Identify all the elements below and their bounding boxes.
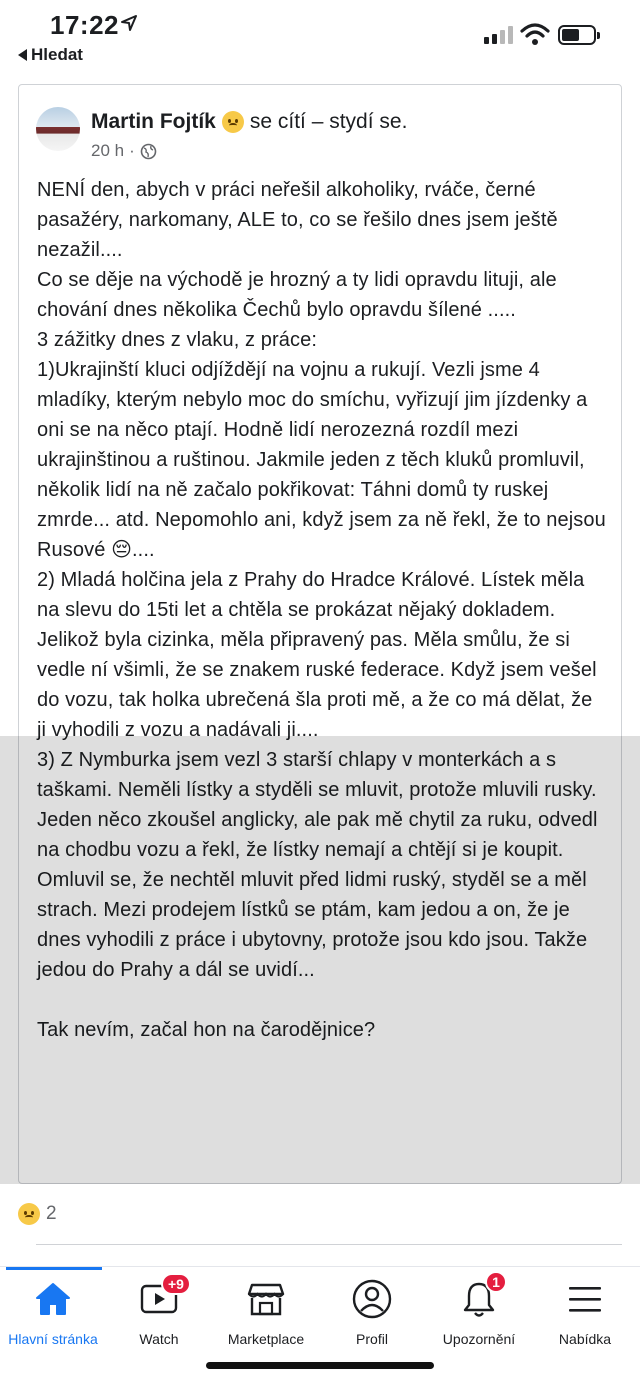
clock: 17:22 xyxy=(50,10,119,40)
back-label: Hledat xyxy=(31,45,83,64)
status-bar xyxy=(0,0,640,72)
tab-profile[interactable] xyxy=(317,1277,427,1357)
battery-icon xyxy=(558,25,596,45)
home-indicator[interactable] xyxy=(206,1362,434,1369)
avatar[interactable] xyxy=(36,107,80,151)
meta-separator: · xyxy=(129,141,135,160)
profile-icon xyxy=(352,1279,392,1319)
tab-marketplace-label: Marketplace xyxy=(227,1331,305,1347)
tab-menu-label: Nabídka xyxy=(558,1331,612,1347)
sad-reaction-icon xyxy=(18,1203,40,1225)
store-icon xyxy=(247,1281,285,1317)
feeling-text: se cítí – stydí se. xyxy=(249,110,408,133)
watch-badge: +9 xyxy=(161,1273,191,1295)
post-body-text: NENÍ den, abych v práci neřešil alkoholiky, rváče, černé pasažéry, narkomany, ALE to, co se řešilo dnes jsem ještě nezažil.... Co se děje na východě je hrozný a ty lidi opravdu lituji, ale chování dnes několika Čechů bylo opravdu šílené ..... 3 zážitky dnes z vlaku, z práce: 1)Ukrajinští kluci odjíždějí na vojnu a rukují. Vezli jsme 4 mladíky, kterým nebylo moc do smíchu, vyřizují jim jízdenky a oni se na něco ptají. Hodně lidí nerozezná rozdíl mezi ukrajinštinou a ruštinou. Jakmile jeden z těch kluků promluvil, několik lidí na ně začalo pokřikovat: Táhni domů ty ruskej zmrde... atd. Nepomohlo ani, když jsem za ně řekl, že to nejsou Rusové 😔.... 2) Mladá holčina jela z Prahy do Hradce Králové. Lístek měla na slevu do 15ti let a chtěla se prokázat nějaký dokladem. Jelikož byla cizinka, měla připravený pas. Měla smůlu, že si vedle ní všimli, že se znakem ruské federace. Když jsem vešel do vozu, tak holka ubrečená šla proti mě, a že co má dělat, že ji vyhodili z vozu a nadávali ji.... 3) Z Nymburka jsem vezl 3 starší chlapy v monterkách a s taškami. Neměli lístky a styděli se mluvit, protože mluvili rusky. Jeden něco zkoušel anglicky, ale pak mě chytil za ruku, odvedl na chodbu vozu a řekl, že lístky nemají a chtějí si je koupit. Omluvil se, že nechtěl mluvit před lidmi ruský, styděl se a měl strach. Mezi prodejem lístků se ptám, kam jedou a on, že je dnes vyhodili z práce i ubytovny, protože jsou kdo jsou. Takže jedou do Prahy a dál se uvidí... Tak nevím, začal hon na čarodějnice? xyxy=(37,179,606,1041)
tab-menu[interactable] xyxy=(530,1277,640,1357)
tab-home-label: Hlavní stránka xyxy=(8,1331,98,1347)
tab-marketplace[interactable] xyxy=(211,1277,321,1357)
tab-watch[interactable] xyxy=(104,1277,214,1357)
notifications-badge: 1 xyxy=(485,1271,507,1293)
post-card xyxy=(18,84,622,1184)
location-arrow-icon xyxy=(120,14,138,32)
reaction-count: 2 xyxy=(46,1203,57,1224)
tab-notifications-label: Upozornění xyxy=(442,1331,516,1347)
cellular-signal-icon xyxy=(484,26,513,44)
globe-icon xyxy=(140,143,157,160)
home-icon xyxy=(34,1281,72,1317)
back-to-search-button[interactable] xyxy=(18,45,83,65)
tab-watch-label: Watch xyxy=(139,1331,179,1347)
tab-notifications[interactable] xyxy=(424,1274,534,1357)
active-tab-indicator xyxy=(6,1267,102,1270)
divider xyxy=(36,1244,622,1245)
sad-face-emoji-icon xyxy=(222,111,244,133)
reactions-summary[interactable] xyxy=(18,1203,57,1225)
post-time[interactable]: 20 h xyxy=(91,141,125,160)
wifi-icon xyxy=(520,22,550,46)
post-header xyxy=(91,110,407,134)
menu-icon xyxy=(567,1284,603,1314)
tab-profile-label: Profil xyxy=(356,1331,388,1347)
post-meta xyxy=(91,141,157,161)
back-triangle-icon xyxy=(18,49,27,61)
tab-home[interactable] xyxy=(0,1277,108,1357)
author-name[interactable]: Martin Fojtík xyxy=(91,110,216,133)
